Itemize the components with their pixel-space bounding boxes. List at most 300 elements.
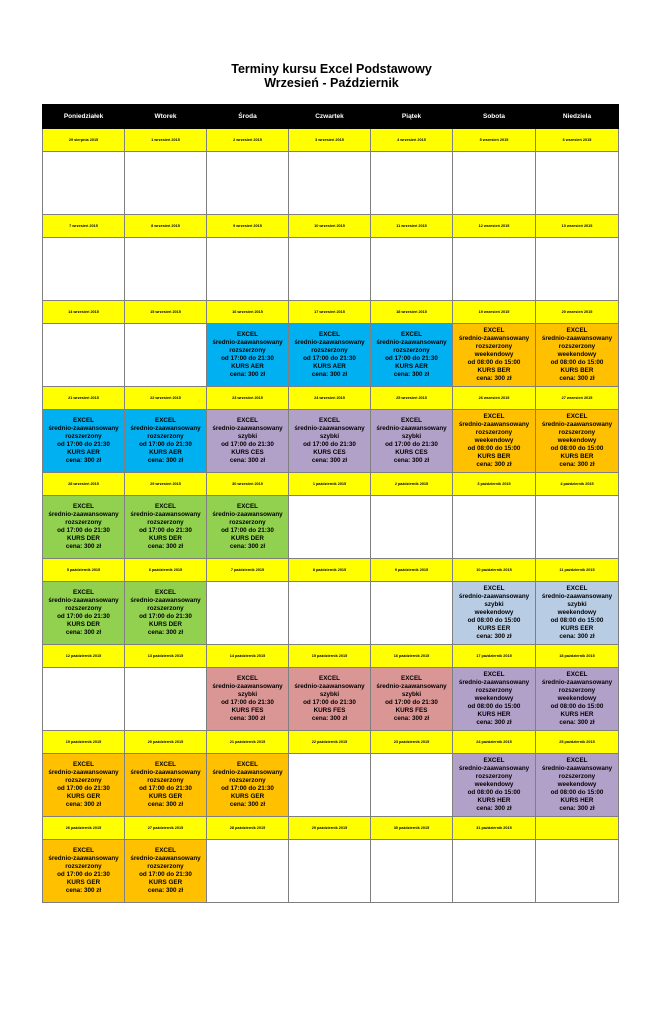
course-line: średnio-zaawansowany <box>130 597 201 605</box>
course-line: szybki <box>319 433 340 441</box>
course-info <box>536 413 618 468</box>
empty-cell <box>536 238 619 301</box>
course-line: średnio-zaawansowany <box>458 679 530 687</box>
date-cell: 18 wrzesień 2015 <box>371 301 453 324</box>
course-line: średnio-zaawansowany <box>294 339 365 347</box>
date-cell: 12 wrzesień 2015 <box>453 215 536 238</box>
course-line: rozszerzony <box>475 429 513 437</box>
course-info <box>125 847 206 894</box>
course-line: EXCEL <box>237 675 258 683</box>
date-cell: 16 wrzesień 2015 <box>207 301 289 324</box>
date-cell: 25 październik 2015 <box>536 731 619 754</box>
weekday-header: Środa <box>207 105 289 129</box>
course-line: rozszerzony <box>147 519 184 527</box>
course-line: cena: 300 zł <box>311 714 348 722</box>
empty-cell <box>207 152 289 215</box>
course-info <box>371 675 452 722</box>
date-cell: 19 październik 2015 <box>43 731 125 754</box>
course-line: KURS DER <box>149 620 182 628</box>
course-line: EXCEL <box>155 847 176 855</box>
date-cell: 7 październik 2015 <box>207 559 289 582</box>
course-line: EXCEL <box>401 675 422 683</box>
course-line: średnio-zaawansowany <box>48 597 119 605</box>
empty-cell <box>43 324 125 387</box>
course-line: cena: 300 zł <box>559 718 595 726</box>
course-line: EXCEL <box>483 327 505 335</box>
course-cell <box>125 840 207 903</box>
course-line: od 17:00 do 21:30 <box>139 613 192 620</box>
date-cell: 3 październik 2015 <box>453 473 536 496</box>
date-cell: 28 wrzesień 2015 <box>43 473 125 496</box>
date-cell: 15 październik 2015 <box>289 645 371 668</box>
course-line: KURS EER <box>477 624 511 632</box>
course-line: od 17:00 do 21:30 <box>57 613 110 620</box>
empty-cell <box>207 238 289 301</box>
course-cell <box>125 582 207 645</box>
course-line: od 17:00 do 21:30 <box>57 871 110 878</box>
empty-cell <box>289 754 371 817</box>
course-line: EXCEL <box>401 417 422 425</box>
course-info <box>43 503 124 550</box>
course-line: EXCEL <box>155 761 176 769</box>
course-line: EXCEL <box>237 417 258 425</box>
course-line: od 08:00 do 15:00 <box>467 616 521 624</box>
course-line: KURS HER <box>477 796 511 804</box>
date-cell: 22 wrzesień 2015 <box>125 387 207 410</box>
course-line: KURS CES <box>313 448 346 456</box>
course-line: EXCEL <box>73 761 94 769</box>
course-info <box>207 761 288 808</box>
course-line: rozszerzony <box>65 863 102 871</box>
course-line: od 17:00 do 21:30 <box>221 441 274 448</box>
course-line: KURS GER <box>148 792 183 800</box>
course-line: od 17:00 do 21:30 <box>139 441 192 448</box>
course-line: EXCEL <box>483 757 505 765</box>
course-line: KURS CES <box>395 448 428 456</box>
date-cell: 21 wrzesień 2015 <box>43 387 125 410</box>
course-line: KURS DER <box>231 534 264 542</box>
weekday-header: Niedziela <box>536 105 619 129</box>
course-info <box>289 331 370 378</box>
date-cell: 15 wrzesień 2015 <box>125 301 207 324</box>
course-line: KURS EER <box>560 624 594 632</box>
course-line: rozszerzony <box>475 773 513 781</box>
course-line: od 17:00 do 21:30 <box>303 699 356 706</box>
course-cell <box>371 668 453 731</box>
course-line: KURS CES <box>231 448 264 456</box>
course-line: średnio-zaawansowany <box>458 593 530 601</box>
course-line: weekendowy <box>557 609 597 617</box>
course-cell <box>207 324 289 387</box>
course-line: KURS HER <box>560 710 594 718</box>
date-cell: 26 październik 2015 <box>43 817 125 840</box>
course-info <box>453 671 535 726</box>
course-cell <box>125 754 207 817</box>
course-info <box>125 503 206 550</box>
course-line: cena: 300 zł <box>65 800 102 808</box>
weekday-header: Poniedziałek <box>43 105 125 129</box>
course-cell <box>289 410 371 473</box>
course-line: od 17:00 do 21:30 <box>221 785 274 792</box>
course-line: EXCEL <box>237 331 258 339</box>
empty-cell <box>536 496 619 559</box>
course-cell <box>536 324 619 387</box>
course-line: KURS AER <box>67 448 100 456</box>
course-info <box>453 585 535 640</box>
weekday-header: Wtorek <box>125 105 207 129</box>
date-row <box>43 301 619 324</box>
course-line: średnio-zaawansowany <box>130 511 201 519</box>
course-line: cena: 300 zł <box>147 800 184 808</box>
empty-cell <box>43 668 125 731</box>
empty-cell <box>371 238 453 301</box>
course-line: od 08:00 do 15:00 <box>550 702 604 710</box>
course-line: średnio-zaawansowany <box>294 683 365 691</box>
date-cell: 29 wrzesień 2015 <box>125 473 207 496</box>
course-info <box>207 675 288 722</box>
course-line: weekendowy <box>474 781 514 789</box>
course-line: EXCEL <box>73 503 94 511</box>
course-line: od 17:00 do 21:30 <box>303 355 356 362</box>
empty-cell <box>453 840 536 903</box>
course-info <box>536 585 618 640</box>
course-line: średnio-zaawansowany <box>541 765 613 773</box>
course-line: średnio-zaawansowany <box>458 765 530 773</box>
date-cell: 20 wrzesień 2015 <box>536 301 619 324</box>
date-cell: 11 październik 2015 <box>536 559 619 582</box>
course-line: KURS DER <box>149 534 182 542</box>
course-line: weekendowy <box>474 695 514 703</box>
course-line: cena: 300 zł <box>393 714 430 722</box>
course-info <box>207 417 288 464</box>
course-row <box>43 496 619 559</box>
course-cell <box>43 496 125 559</box>
date-cell: 5 październik 2015 <box>43 559 125 582</box>
empty-cell <box>371 754 453 817</box>
date-cell: 21 październik 2015 <box>207 731 289 754</box>
course-line: średnio-zaawansowany <box>48 425 119 433</box>
course-line: szybki <box>567 601 587 609</box>
course-cell <box>289 668 371 731</box>
empty-cell <box>289 152 371 215</box>
course-row <box>43 840 619 903</box>
empty-cell <box>371 840 453 903</box>
course-line: weekendowy <box>557 351 597 359</box>
course-line: rozszerzony <box>558 343 596 351</box>
course-cell <box>207 410 289 473</box>
course-line: KURS GER <box>148 878 183 886</box>
course-line: cena: 300 zł <box>311 370 348 378</box>
page-subtitle: Wrzesień - Październik <box>264 76 399 90</box>
course-line: od 08:00 do 15:00 <box>550 444 604 452</box>
course-line: cena: 300 zł <box>476 374 512 382</box>
course-cell <box>536 582 619 645</box>
course-info <box>43 589 124 636</box>
course-line: szybki <box>401 691 422 699</box>
course-line: KURS AER <box>395 362 428 370</box>
course-line: EXCEL <box>566 757 588 765</box>
course-line: EXCEL <box>483 585 505 593</box>
course-line: EXCEL <box>566 585 588 593</box>
course-line: KURS HER <box>477 710 511 718</box>
course-info <box>43 847 124 894</box>
course-line: EXCEL <box>566 413 588 421</box>
course-line: od 17:00 do 21:30 <box>139 785 192 792</box>
course-line: KURS HER <box>560 796 594 804</box>
course-line: rozszerzony <box>558 773 596 781</box>
course-line: cena: 300 zł <box>65 542 102 550</box>
course-line: średnio-zaawansowany <box>130 769 201 777</box>
date-cell: 1 październik 2015 <box>289 473 371 496</box>
course-line: cena: 300 zł <box>65 628 102 636</box>
course-line: od 17:00 do 21:30 <box>139 527 192 534</box>
course-cell <box>207 496 289 559</box>
course-line: weekendowy <box>474 437 514 445</box>
course-line: średnio-zaawansowany <box>212 511 283 519</box>
course-line: rozszerzony <box>229 347 266 355</box>
empty-cell <box>536 152 619 215</box>
course-line: KURS AER <box>231 362 264 370</box>
empty-cell <box>125 668 207 731</box>
date-cell: 12 październik 2015 <box>43 645 125 668</box>
course-line: weekendowy <box>557 437 597 445</box>
course-line: cena: 300 zł <box>229 456 266 464</box>
course-line: rozszerzony <box>558 429 596 437</box>
course-line: cena: 300 zł <box>229 370 266 378</box>
course-line: weekendowy <box>474 609 514 617</box>
course-line: KURS BER <box>477 452 511 460</box>
date-cell: 7 wrzesień 2015 <box>43 215 125 238</box>
course-cell <box>536 754 619 817</box>
course-line: KURS FES <box>313 706 346 714</box>
course-line: cena: 300 zł <box>476 460 512 468</box>
empty-cell <box>125 152 207 215</box>
course-line: szybki <box>319 691 340 699</box>
course-row <box>43 152 619 215</box>
course-line: weekendowy <box>557 781 597 789</box>
date-row <box>43 559 619 582</box>
course-line: cena: 300 zł <box>147 886 184 894</box>
course-cell <box>453 410 536 473</box>
course-line: rozszerzony <box>65 433 102 441</box>
weekday-header: Piątek <box>371 105 453 129</box>
course-line: cena: 300 zł <box>393 456 430 464</box>
course-line: KURS GER <box>66 878 101 886</box>
course-cell <box>125 496 207 559</box>
course-line: średnio-zaawansowany <box>541 335 613 343</box>
course-line: EXCEL <box>319 331 340 339</box>
empty-cell <box>207 582 289 645</box>
date-cell: 30 wrzesień 2015 <box>207 473 289 496</box>
course-line: od 17:00 do 21:30 <box>385 355 438 362</box>
course-line: EXCEL <box>319 417 340 425</box>
page-title: Terminy kursu Excel Podstawowy <box>231 62 432 76</box>
course-line: EXCEL <box>73 417 94 425</box>
date-cell: 30 październik 2015 <box>371 817 453 840</box>
date-cell: 31 październik 2015 <box>453 817 536 840</box>
empty-cell <box>453 152 536 215</box>
course-line: rozszerzony <box>229 519 266 527</box>
course-line: rozszerzony <box>147 777 184 785</box>
date-cell: 29 październik 2015 <box>289 817 371 840</box>
course-line: KURS FES <box>231 706 264 714</box>
date-cell: 24 październik 2015 <box>453 731 536 754</box>
course-cell <box>43 754 125 817</box>
date-cell: 10 wrzesień 2015 <box>289 215 371 238</box>
empty-cell <box>371 152 453 215</box>
course-cell <box>43 840 125 903</box>
course-line: cena: 300 zł <box>311 456 348 464</box>
empty-cell <box>125 238 207 301</box>
course-line: cena: 300 zł <box>229 542 266 550</box>
date-row <box>43 129 619 152</box>
empty-cell <box>43 152 125 215</box>
course-line: średnio-zaawansowany <box>376 425 447 433</box>
course-cell <box>536 668 619 731</box>
course-line: cena: 300 zł <box>559 632 595 640</box>
course-line: średnio-zaawansowany <box>458 335 530 343</box>
course-line: weekendowy <box>474 351 514 359</box>
course-line: EXCEL <box>73 589 94 597</box>
date-cell: 16 październik 2015 <box>371 645 453 668</box>
date-cell: 11 wrzesień 2015 <box>371 215 453 238</box>
date-cell: 8 październik 2015 <box>289 559 371 582</box>
date-cell: 27 wrzesień 2015 <box>536 387 619 410</box>
course-line: rozszerzony <box>475 687 513 695</box>
course-line: od 17:00 do 21:30 <box>303 441 356 448</box>
course-line: cena: 300 zł <box>476 804 512 812</box>
course-line: KURS GER <box>230 792 265 800</box>
course-line: cena: 300 zł <box>559 460 595 468</box>
date-cell: 13 październik 2015 <box>125 645 207 668</box>
date-cell: 28 październik 2015 <box>207 817 289 840</box>
course-line: średnio-zaawansowany <box>130 855 201 863</box>
course-info <box>536 327 618 382</box>
course-line: cena: 300 zł <box>393 370 430 378</box>
course-cell <box>371 410 453 473</box>
empty-cell <box>371 582 453 645</box>
date-cell: 17 wrzesień 2015 <box>289 301 371 324</box>
course-line: rozszerzony <box>558 687 596 695</box>
course-info <box>371 417 452 464</box>
course-line: od 08:00 do 15:00 <box>467 444 521 452</box>
course-info <box>207 331 288 378</box>
date-cell: 4 październik 2015 <box>536 473 619 496</box>
course-line: rozszerzony <box>65 519 102 527</box>
date-cell: 8 wrzesień 2015 <box>125 215 207 238</box>
course-line: średnio-zaawansowany <box>376 339 447 347</box>
course-line: od 17:00 do 21:30 <box>221 699 274 706</box>
date-cell: 19 wrzesień 2015 <box>453 301 536 324</box>
course-cell <box>289 324 371 387</box>
empty-cell <box>289 238 371 301</box>
course-line: od 17:00 do 21:30 <box>57 441 110 448</box>
course-line: KURS AER <box>149 448 182 456</box>
date-cell: 22 październik 2015 <box>289 731 371 754</box>
date-cell: 9 październik 2015 <box>371 559 453 582</box>
course-cell <box>453 324 536 387</box>
course-line: KURS AER <box>313 362 346 370</box>
course-line: KURS DER <box>67 534 100 542</box>
date-row <box>43 645 619 668</box>
course-info <box>207 503 288 550</box>
course-line: średnio-zaawansowany <box>212 339 283 347</box>
date-cell: 20 październik 2015 <box>125 731 207 754</box>
course-line: cena: 300 zł <box>65 886 102 894</box>
course-info <box>453 413 535 468</box>
course-line: od 08:00 do 15:00 <box>467 358 521 366</box>
date-row <box>43 731 619 754</box>
date-cell: 9 wrzesień 2015 <box>207 215 289 238</box>
course-line: cena: 300 zł <box>229 714 266 722</box>
course-line: EXCEL <box>483 671 505 679</box>
course-row <box>43 324 619 387</box>
date-cell: 29 sierpnia 2015 <box>43 129 125 152</box>
course-line: KURS DER <box>67 620 100 628</box>
course-line: średnio-zaawansowany <box>212 425 283 433</box>
date-cell: 24 wrzesień 2015 <box>289 387 371 410</box>
empty-cell <box>125 324 207 387</box>
course-line: od 17:00 do 21:30 <box>221 527 274 534</box>
course-row <box>43 582 619 645</box>
course-info <box>453 757 535 812</box>
date-cell: 14 wrzesień 2015 <box>43 301 125 324</box>
course-row <box>43 410 619 473</box>
course-cell <box>453 582 536 645</box>
course-line: EXCEL <box>155 417 176 425</box>
course-cell <box>125 410 207 473</box>
empty-cell <box>453 238 536 301</box>
empty-cell <box>536 840 619 903</box>
course-line: EXCEL <box>155 503 176 511</box>
date-cell: 1 wrzesień 2015 <box>125 129 207 152</box>
date-cell: 5 wrzesień 2015 <box>453 129 536 152</box>
course-line: od 08:00 do 15:00 <box>550 788 604 796</box>
course-line: EXCEL <box>155 589 176 597</box>
date-row <box>43 387 619 410</box>
course-line: EXCEL <box>483 413 505 421</box>
course-line: od 08:00 do 15:00 <box>467 788 521 796</box>
course-line: średnio-zaawansowany <box>541 593 613 601</box>
date-cell: 13 wrzesień 2015 <box>536 215 619 238</box>
empty-cell <box>207 840 289 903</box>
course-line: szybki <box>401 433 422 441</box>
date-cell: 2 październik 2015 <box>371 473 453 496</box>
course-line: średnio-zaawansowany <box>130 425 201 433</box>
course-line: cena: 300 zł <box>229 800 266 808</box>
course-line: od 17:00 do 21:30 <box>139 871 192 878</box>
course-info <box>536 671 618 726</box>
date-row <box>43 473 619 496</box>
course-line: cena: 300 zł <box>559 804 595 812</box>
course-line: EXCEL <box>401 331 422 339</box>
date-row <box>43 817 619 840</box>
date-cell: 10 październik 2015 <box>453 559 536 582</box>
course-info <box>125 417 206 464</box>
course-line: cena: 300 zł <box>476 632 512 640</box>
course-line: cena: 300 zł <box>147 628 184 636</box>
empty-cell <box>289 582 371 645</box>
course-line: średnio-zaawansowany <box>212 769 283 777</box>
course-line: szybki <box>237 433 258 441</box>
course-cell <box>536 410 619 473</box>
course-cell <box>453 668 536 731</box>
course-line: od 08:00 do 15:00 <box>550 616 604 624</box>
date-cell: 18 październik 2015 <box>536 645 619 668</box>
course-info <box>125 589 206 636</box>
date-cell: 23 październik 2015 <box>371 731 453 754</box>
course-line: KURS BER <box>477 366 511 374</box>
